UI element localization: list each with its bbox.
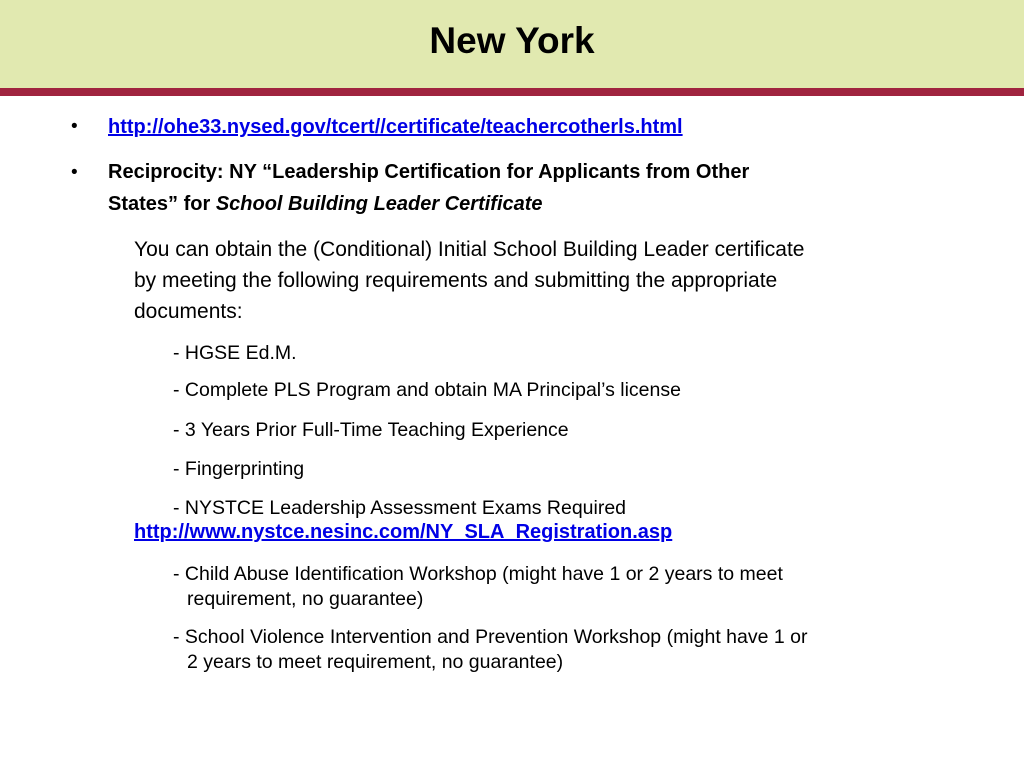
intro-paragraph [134,234,994,327]
requirement-item: - HGSE Ed.M. [173,342,297,364]
requirement-item-continuation: requirement, no guarantee) [187,588,424,610]
reciprocity-bullet [108,156,988,220]
nystce-registration-link[interactable]: http://www.nystce.nesinc.com/NY_SLA_Registration.asp [134,521,673,543]
requirement-item: - 3 Years Prior Full-Time Teaching Experience [173,419,569,441]
requirement-item: - Child Abuse Identification Workshop (might have 1 or 2 years to meet [173,563,783,585]
requirement-item: - School Violence Intervention and Prevention Workshop (might have 1 or [173,626,808,648]
bullet-marker: • [71,162,78,183]
requirement-item: - Fingerprinting [173,458,305,480]
intro-line-3: documents: [134,300,243,323]
title-bar [0,0,1024,88]
requirement-item: - Complete PLS Program and obtain MA Principal’s license [173,379,681,401]
reciprocity-line-1: Reciprocity: NY “Leadership Certification for Applicants from Other [108,161,750,183]
reciprocity-line-2 [108,188,988,220]
intro-line-2: by meeting the following requirements and submitting the appropriate [134,269,778,292]
requirement-item-continuation: 2 years to meet requirement, no guarantee) [187,651,564,673]
title-divider [0,88,1024,96]
bullet-marker: • [71,116,78,137]
nysed-link[interactable]: http://ohe33.nysed.gov/tcert//certificate/teachercotherls.html [108,116,683,138]
certificate-name: School Building Leader Certificate [215,193,543,215]
requirement-item: - NYSTCE Leadership Assessment Exams Required [173,497,627,519]
intro-line-1: You can obtain the (Conditional) Initial School Building Leader certificate [134,238,805,261]
page-title: New York [429,20,595,61]
reciprocity-line-2-plain: States” for [108,193,216,215]
